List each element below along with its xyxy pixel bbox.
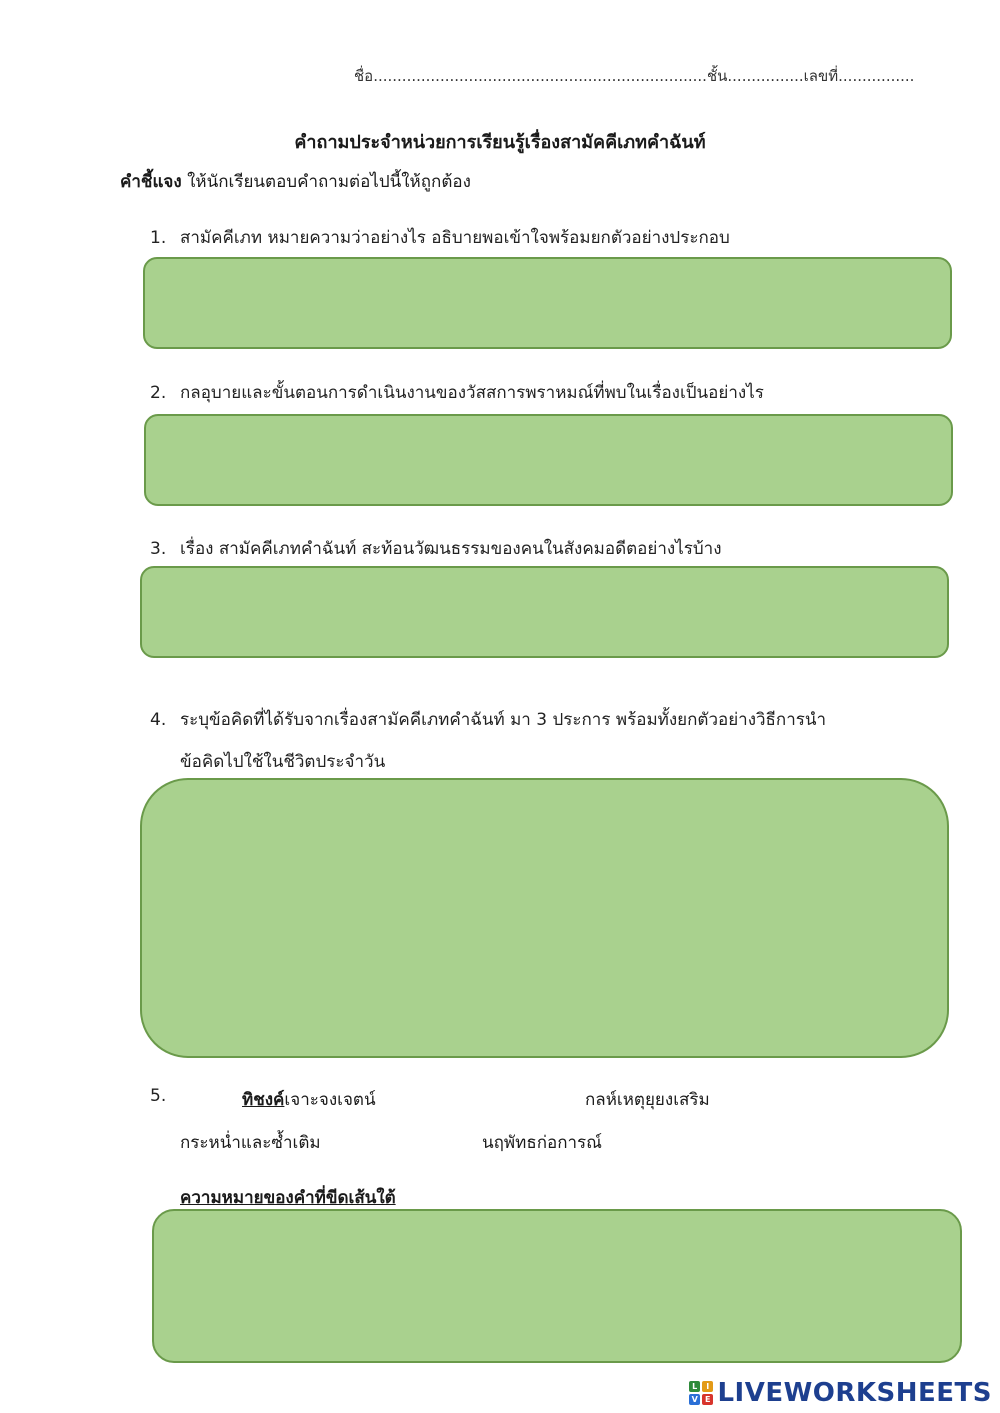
- meaning-label: ความหมายของคำที่ขีดเส้นใต้: [180, 1188, 396, 1208]
- word-2: กลห์เหตุยุยงเสริม: [585, 1090, 710, 1110]
- question-number: 2.: [150, 383, 167, 403]
- word-1: [242, 1086, 376, 1113]
- liveworksheets-logo-icon: L I V E: [689, 1381, 713, 1405]
- answer-box-3[interactable]: [140, 566, 949, 658]
- answer-box-1[interactable]: [143, 257, 952, 349]
- question-text: สามัคคีเภท หมายความว่าอย่างไร อธิบายพอเข้าใจพร้อมยกตัวอย่างประกอบ: [180, 228, 730, 248]
- name-class-number-line: ชื่อ......................................................................ชั้น................เลขที่................: [354, 67, 915, 85]
- liveworksheets-logo: [689, 1378, 992, 1408]
- underlined-word: ทิชงค์: [242, 1090, 285, 1110]
- question-text: เรื่อง สามัคคีเภทคำฉันท์ สะท้อนวัฒนธรรมของคนในสังคมอดีตอย่างไรบ้าง: [180, 539, 722, 559]
- question-number: 4.: [150, 710, 167, 730]
- question-4: [150, 706, 826, 733]
- answer-box-2[interactable]: [144, 414, 953, 506]
- answer-box-4[interactable]: [140, 778, 949, 1058]
- question-number: 3.: [150, 539, 167, 559]
- word-4: นฤพัทธก่อการณ์: [482, 1133, 602, 1153]
- question-2: [150, 379, 764, 406]
- word-3: กระหน่ำและซ้ำเติม: [180, 1133, 321, 1153]
- word-rest: เจาะจงเจตน์: [284, 1090, 376, 1110]
- question-text: กลอุบายและขั้นตอนการดำเนินงานของวัสสการพราหมณ์ที่พบในเรื่องเป็นอย่างไร: [180, 383, 764, 403]
- question-3: [150, 535, 722, 562]
- logo-text: LIVEWORKSHEETS: [717, 1378, 992, 1408]
- answer-box-5[interactable]: [152, 1209, 962, 1363]
- instruction-text: ให้นักเรียนตอบคำถามต่อไปนี้ให้ถูกต้อง: [187, 172, 471, 192]
- instruction-label: คำชี้แจง: [120, 172, 182, 192]
- question-text: ระบุข้อคิดที่ได้รับจากเรื่องสามัคคีเภทคำฉันท์ มา 3 ประการ พร้อมทั้งยกตัวอย่างวิธีการนำ: [180, 710, 827, 730]
- question-5-number: 5.: [150, 1086, 167, 1106]
- question-number: 1.: [150, 228, 167, 248]
- question-4-line-2: ข้อคิดไปใช้ในชีวิตประจำวัน: [180, 752, 386, 772]
- question-1: [150, 224, 730, 251]
- instruction: [120, 168, 471, 195]
- worksheet-title: คำถามประจำหน่วยการเรียนรู้เรื่องสามัคคีเภทคำฉันท์: [294, 132, 706, 153]
